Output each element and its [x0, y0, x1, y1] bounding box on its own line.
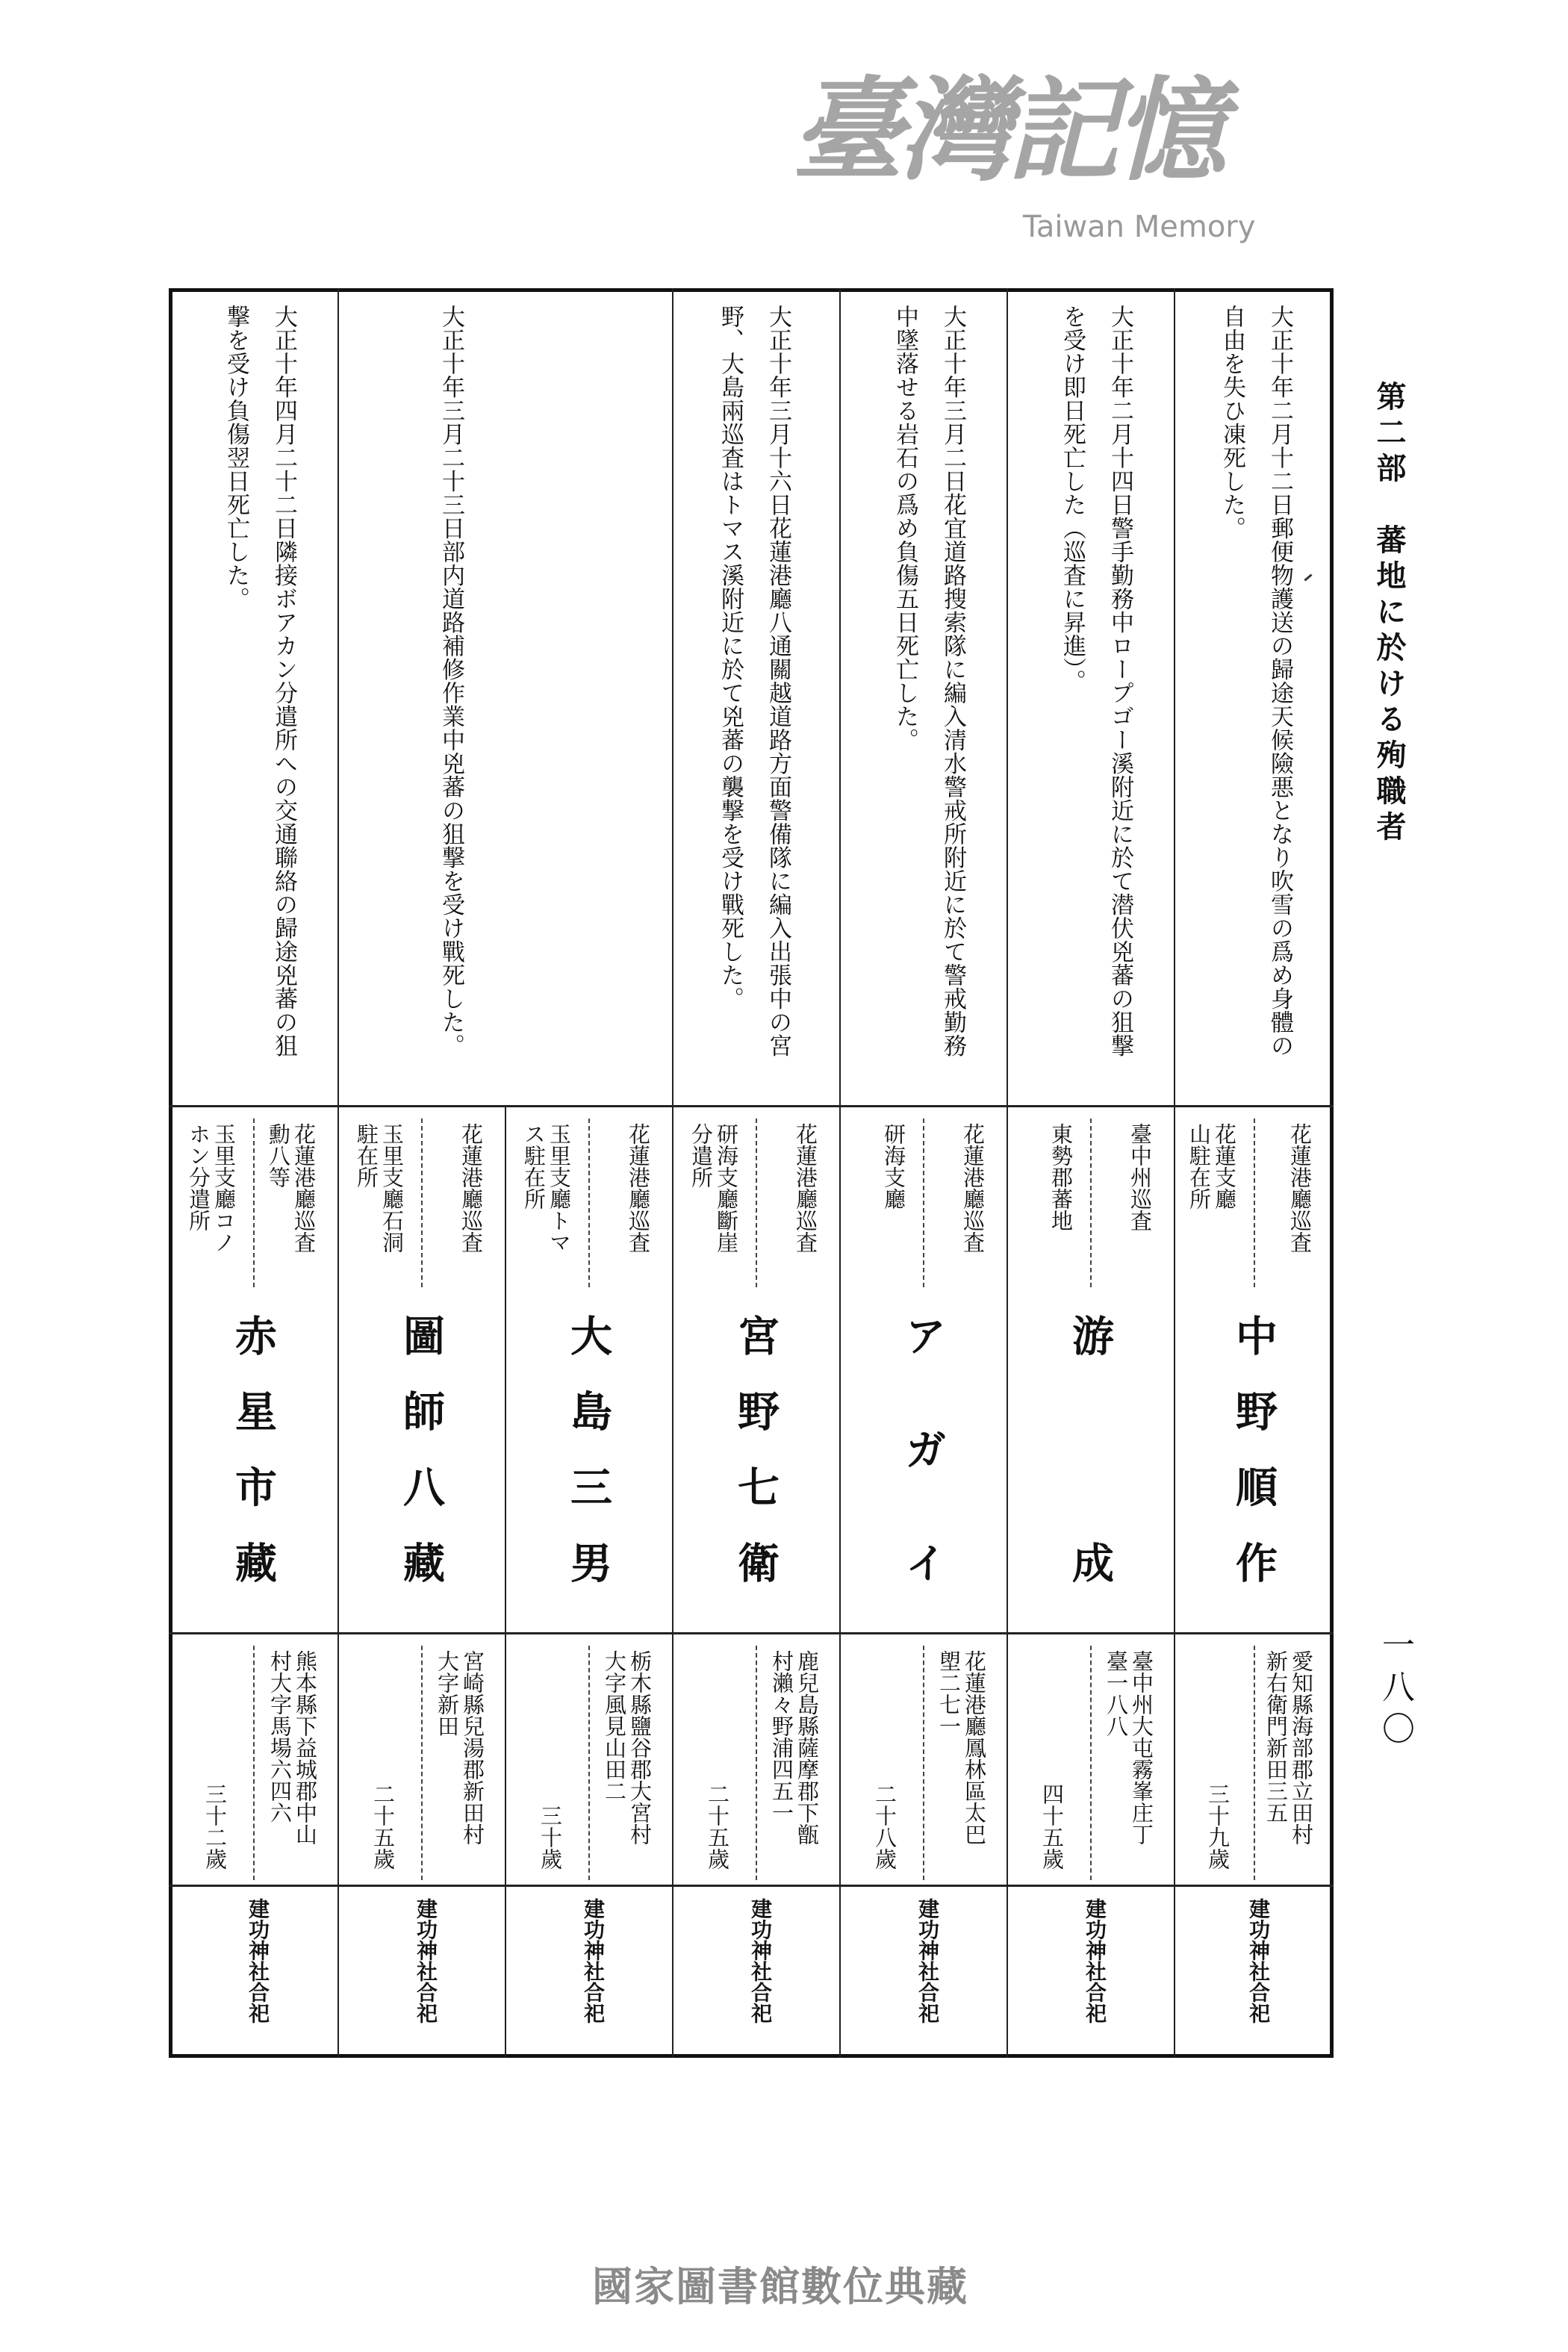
enshrined-cell — [672, 1885, 839, 2058]
birthplace-label — [1104, 1632, 1154, 1885]
dashed-divider — [421, 1119, 423, 1287]
narrative-line: 自由を失ひ凍死した。 — [1219, 305, 1245, 540]
dashed-divider — [253, 1119, 255, 1287]
birthplace-cell — [672, 1632, 839, 1885]
station-line: 分遣所 — [688, 1123, 714, 1188]
age-label: 三十歲 — [538, 1805, 563, 1870]
name-cell — [505, 1292, 672, 1632]
age-label: 二十五歲 — [370, 1783, 396, 1870]
narrative-cell — [212, 288, 308, 1105]
rank-label — [626, 1105, 651, 1292]
birthplace-line: 大字新田 — [435, 1650, 460, 1737]
birthplace-cell — [1174, 1632, 1334, 1885]
person-name: 大島三男 — [564, 1314, 613, 1583]
birthplace-line: 村瀨々野浦四五一 — [769, 1650, 794, 1823]
birthplace-line: 塱二七一 — [936, 1650, 962, 1737]
name-cell — [337, 1292, 505, 1632]
rank-line: 花蓮港廳巡査 — [793, 1123, 818, 1253]
station-line: 山駐在所 — [1186, 1123, 1212, 1210]
name-cell — [672, 1292, 839, 1632]
age-label: 二十五歲 — [705, 1783, 730, 1870]
station-label — [1048, 1105, 1074, 1292]
station-cell — [1007, 1105, 1174, 1292]
dashed-divider — [253, 1646, 255, 1880]
station-line: 玉里支廳トマ — [547, 1123, 572, 1253]
rank-label — [1127, 1105, 1153, 1292]
birthplace-line: 花蓮港廳鳳林區太巴 — [962, 1650, 987, 1845]
enshrined-label: 建功神社合祀 — [581, 1898, 606, 2023]
name-cell — [1174, 1292, 1334, 1632]
narrative-cell — [881, 288, 977, 1105]
enshrined-cell — [1174, 1885, 1334, 2058]
station-line: 玉里支廳石洞 — [379, 1123, 405, 1253]
station-cell — [505, 1105, 672, 1292]
station-line: ホン分遣所 — [186, 1123, 211, 1231]
page-number: 一八〇 — [1376, 1628, 1414, 1753]
birthplace-label — [1263, 1632, 1314, 1885]
station-label — [881, 1105, 906, 1292]
narrative-cell — [427, 288, 475, 1105]
dashed-divider — [1254, 1119, 1255, 1287]
birthplace-line: 愛知縣海部郡立田村 — [1289, 1650, 1314, 1845]
birthplace-label — [267, 1632, 318, 1885]
footer-credit: 國家圖書館數位典藏 — [592, 2263, 968, 2310]
enshrined-label: 建功神社合祀 — [414, 1898, 438, 2023]
dashed-divider — [1254, 1646, 1255, 1880]
person-name: 赤星市藏 — [228, 1314, 278, 1583]
station-cell — [672, 1105, 839, 1292]
narrative-cell — [1208, 288, 1304, 1105]
dashed-divider — [756, 1119, 757, 1287]
birthplace-line: 宮崎縣兒湯郡新田村 — [460, 1650, 485, 1845]
dashed-divider — [923, 1646, 924, 1880]
station-label — [186, 1105, 237, 1292]
person-name: 游成 — [1065, 1314, 1115, 1583]
dashed-divider — [1090, 1646, 1092, 1880]
watermark-caption: Taiwan Memory — [1023, 210, 1256, 244]
station-label — [354, 1105, 405, 1292]
rank-label — [458, 1105, 484, 1292]
rank-line: 花蓮港廳巡査 — [626, 1123, 651, 1253]
age-label: 二十八歲 — [872, 1783, 897, 1870]
station-line: 花蓮支廳 — [1212, 1123, 1237, 1210]
enshrined-label: 建功神社合祀 — [915, 1898, 940, 2023]
birthplace-cell — [337, 1632, 505, 1885]
station-label — [521, 1105, 572, 1292]
age-label: 四十五歲 — [1039, 1783, 1065, 1870]
birthplace-line: 村大字馬場六四六 — [267, 1650, 293, 1823]
birthplace-line: 栃木縣鹽谷郡大宮村 — [627, 1650, 653, 1845]
person-name: 中野順作 — [1229, 1314, 1278, 1583]
birthplace-line: 臺中州大屯霧峯庄丁 — [1129, 1650, 1154, 1845]
station-line: 研海支廳斷崖 — [714, 1123, 739, 1253]
enshrined-label: 建功神社合祀 — [1083, 1898, 1107, 2023]
birthplace-label — [936, 1632, 987, 1885]
rank-line: 花蓮港廳巡査 — [291, 1123, 317, 1253]
page-header-title: 第二部 蕃地に於ける殉職者 — [1372, 381, 1407, 847]
station-line: 研海支廳 — [881, 1123, 906, 1210]
enshrined-label: 建功神社合祀 — [748, 1898, 773, 2023]
rank-line: 花蓮港廳巡査 — [458, 1123, 484, 1253]
narrative-line: 撃を受け負傷翌日死亡した。 — [223, 305, 249, 611]
rank-label — [960, 1105, 986, 1292]
station-label — [688, 1105, 739, 1292]
enshrined-cell — [169, 1885, 337, 2058]
station-cell — [839, 1105, 1007, 1292]
rank-line: 花蓮港廳巡査 — [1287, 1123, 1313, 1253]
enshrined-label: 建功神社合祀 — [1246, 1898, 1271, 2023]
birthplace-line: 大字風見山田二 — [602, 1650, 627, 1802]
station-line: 東勢郡蕃地 — [1048, 1123, 1074, 1231]
station-line: 玉里支廳コノ — [211, 1123, 237, 1253]
birthplace-cell — [169, 1632, 337, 1885]
narrative-line: 大正十年二月十二日郵便物護送の歸途天候險悪となり吹雪の爲め身體の — [1266, 305, 1293, 1057]
dashed-divider — [756, 1646, 757, 1880]
person-name: 宮野七衛 — [731, 1314, 780, 1583]
narrative-cell — [1048, 288, 1144, 1105]
birthplace-line: 新右衛門新田三五 — [1263, 1650, 1289, 1823]
station-line: ス駐在所 — [521, 1123, 547, 1210]
birthplace-cell — [505, 1632, 672, 1885]
birthplace-line: 熊本縣下益城郡中山 — [293, 1650, 318, 1845]
birthplace-cell — [839, 1632, 1007, 1885]
birthplace-line: 鹿兒島縣薩摩郡下甑 — [794, 1650, 820, 1845]
dashed-divider — [1090, 1119, 1092, 1287]
dashed-divider — [421, 1646, 423, 1880]
birthplace-label — [602, 1632, 653, 1885]
dashed-divider — [923, 1119, 924, 1287]
station-cell — [337, 1105, 505, 1292]
narrative-line: 大正十年二月十四日警手勤務中ロープゴー溪附近に於て潜伏兇蕃の狙撃 — [1107, 305, 1133, 1057]
narrative-line: 大正十年三月十六日花蓮港廳八通關越道路方面警備隊に編入出張中の宮 — [765, 305, 791, 1057]
watermark-logo: 臺灣記憶 — [791, 65, 1222, 196]
narrative-line: を受け即日死亡した（巡査に昇進）。 — [1059, 305, 1086, 693]
station-label — [1186, 1105, 1237, 1292]
rank-label — [793, 1105, 818, 1292]
rank-line: 勳八等 — [266, 1123, 291, 1188]
dashed-divider — [588, 1119, 590, 1287]
narrative-line: 中墜落せる岩石の爲め負傷五日死亡した。 — [892, 305, 918, 752]
narrative-line: 大正十年三月二日花宜道路搜索隊に編入清水警戒所附近に於て警戒勤務 — [939, 305, 966, 1057]
enshrined-cell — [1007, 1885, 1174, 2058]
enshrined-cell — [839, 1885, 1007, 2058]
rank-line: 臺中州巡査 — [1127, 1123, 1153, 1231]
name-cell — [1007, 1292, 1174, 1632]
enshrined-cell — [337, 1885, 505, 2058]
birthplace-label — [769, 1632, 820, 1885]
narrative-cell — [706, 288, 802, 1105]
birthplace-cell — [1007, 1632, 1174, 1885]
name-cell — [839, 1292, 1007, 1632]
station-cell — [1174, 1105, 1334, 1292]
rank-label — [266, 1105, 317, 1292]
dashed-divider — [588, 1646, 590, 1880]
rank-line: 花蓮港廳巡査 — [960, 1123, 986, 1253]
station-line: 駐在所 — [354, 1123, 379, 1188]
rank-label — [1287, 1105, 1313, 1292]
station-cell — [169, 1105, 337, 1292]
person-name: 圖師八藏 — [396, 1314, 446, 1583]
age-label: 三十九歲 — [1205, 1783, 1231, 1870]
narrative-line: 大正十年四月二十二日隣接ボアカン分遣所への交通聯絡の歸途兇蕃の狙 — [270, 305, 297, 1057]
enshrined-label: 建功神社合祀 — [246, 1898, 270, 2023]
name-cell — [169, 1292, 337, 1632]
enshrined-cell — [505, 1885, 672, 2058]
birthplace-line: 臺一八八 — [1104, 1650, 1129, 1737]
age-label: 三十二歲 — [202, 1783, 228, 1870]
birthplace-label — [435, 1632, 485, 1885]
narrative-line: 野、大島兩巡査はトマス溪附近に於て兇蕃の襲撃を受け戰死した。 — [717, 305, 744, 1010]
person-name: アガイ — [898, 1314, 948, 1583]
narrative-line: 大正十年三月二十三日部内道路補修作業中兇蕃の狙撃を受け戰死した。 — [438, 305, 464, 1057]
